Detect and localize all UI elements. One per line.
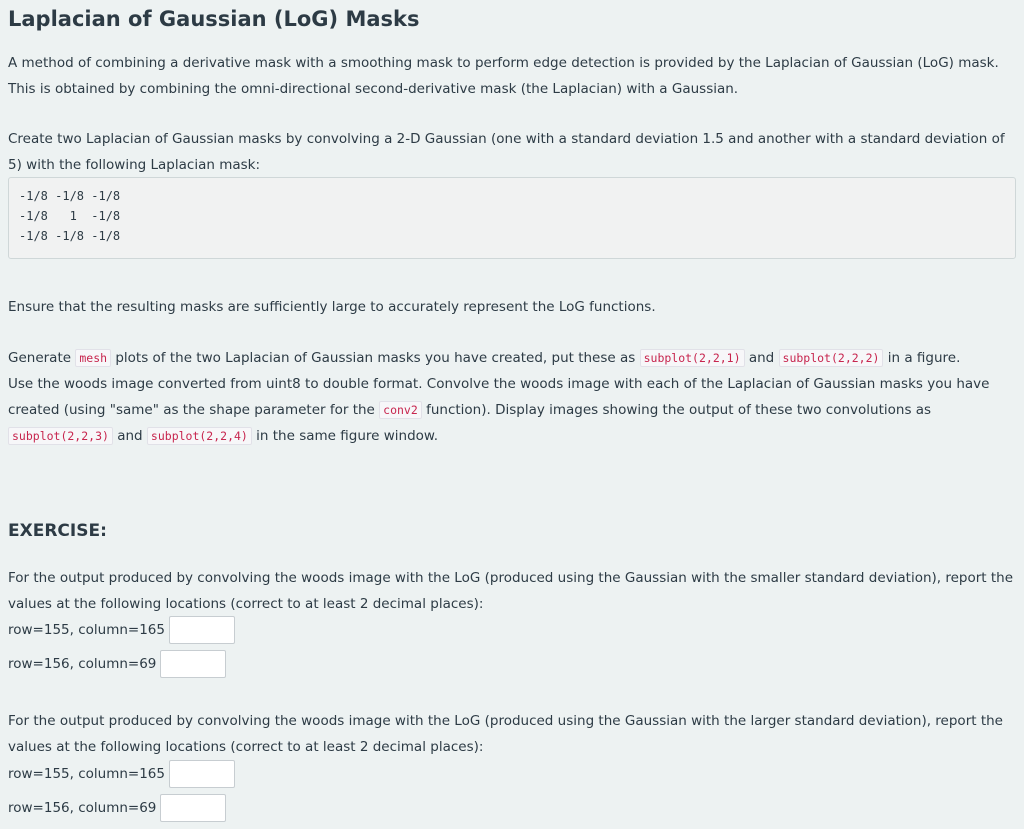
- answer-row: [8, 615, 235, 645]
- page-title: Laplacian of Gaussian (LoG) Masks: [8, 7, 420, 31]
- laplacian-mask-code: -1/8 -1/8 -1/8 -1/8 1 -1/8 -1/8 -1/8 -1/8: [8, 177, 1016, 259]
- location-label: row=156, column=69: [8, 656, 157, 672]
- text-segment: Use the woods image converted from uint8 to double format. Convolve the woods image with each of the Laplacian of Gaussian masks you have created (using "same" as the shape parameter for the: [8, 376, 990, 418]
- location-label: row=155, column=165: [8, 622, 165, 638]
- answer-input-small-sigma-row155-col165[interactable]: [169, 616, 235, 644]
- task-create-masks: Create two Laplacian of Gaussian masks by convolving a 2-D Gaussian (one with a standard deviation 1.5 and another with a standard deviation of 5) with the following Laplacian mask:: [8, 131, 1005, 173]
- answer-row: [8, 793, 226, 823]
- answer-input-large-sigma-row155-col165[interactable]: [169, 760, 235, 788]
- answer-row: [8, 759, 235, 789]
- text-segment: and: [744, 350, 779, 366]
- exercise-heading: EXERCISE:: [8, 521, 107, 541]
- code-subplot-2: subplot(2,2,2): [779, 349, 884, 367]
- question-large-sigma: For the output produced by convolving the woods image with the LoG (produced using the Gaussian with the larger standard deviation), report the values at the following locations (correct to at least 2 decimal places):: [8, 713, 1003, 755]
- text-segment: in the same figure window.: [251, 428, 438, 444]
- code-mesh: mesh: [75, 349, 111, 367]
- code-conv2: conv2: [379, 401, 422, 419]
- code-subplot-4: subplot(2,2,4): [147, 427, 252, 445]
- answer-input-large-sigma-row156-col69[interactable]: [160, 794, 226, 822]
- code-subplot-3: subplot(2,2,3): [8, 427, 113, 445]
- task-mask-size: Ensure that the resulting masks are sufficiently large to accurately represent the LoG functions.: [8, 299, 656, 315]
- location-label: row=155, column=165: [8, 766, 165, 782]
- question-small-sigma: For the output produced by convolving the woods image with the LoG (produced using the Gaussian with the smaller standard deviation), report the values at the following locations (correct to at least 2 decimal places):: [8, 570, 1014, 612]
- text-segment: plots of the two Laplacian of Gaussian masks you have created, put these as: [111, 350, 640, 366]
- text-segment: function). Display images showing the output of these two convolutions as: [421, 402, 932, 418]
- code-subplot-1: subplot(2,2,1): [640, 349, 745, 367]
- intro-paragraph: A method of combining a derivative mask with a smoothing mask to perform edge detection is provided by the Laplacian of Gaussian (LoG) mask. This is obtained by combining the omni-directional second-derivative mask (the Laplacian) with a Gaussian.: [8, 55, 999, 97]
- text-segment: Generate: [8, 350, 76, 366]
- answer-input-small-sigma-row156-col69[interactable]: [160, 650, 226, 678]
- task-plot-instructions: [8, 345, 1016, 449]
- answer-row: [8, 649, 226, 679]
- text-segment: and: [112, 428, 147, 444]
- text-segment: in a figure.: [883, 350, 961, 366]
- location-label: row=156, column=69: [8, 800, 157, 816]
